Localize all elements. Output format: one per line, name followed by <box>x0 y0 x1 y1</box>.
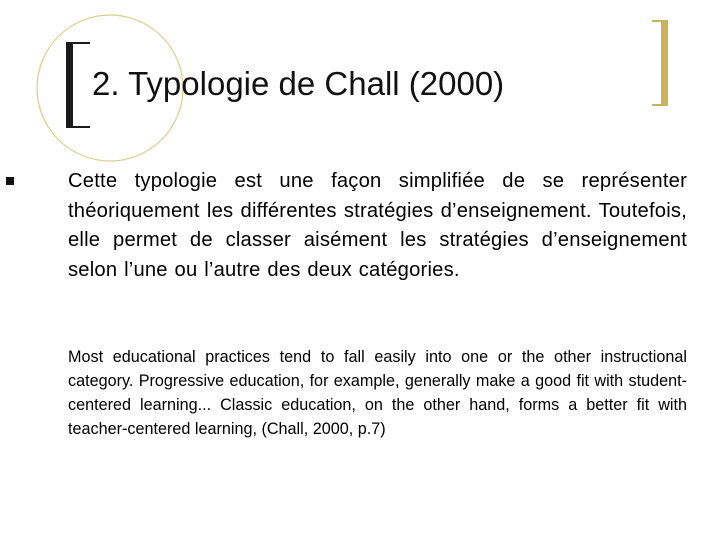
main-paragraph: Cette typologie est une façon simplifiée de se représenter théoriquement les différentes stratégies d’enseignement. Toutefois, elle permet de classer aisément les stratégies d’enseignement selon l’une ou l’autre des deux catégories. <box>68 170 687 281</box>
slide-title: 2. Typologie de Chall (2000) <box>92 65 505 102</box>
quote-paragraph: Most educational practices tend to fall easily into one or the other instructional category. Progressive education, for example, generally make a good fit with student-centered learning... Classic education, on the other hand, forms a better fit with teacher-centered learning, (Chall, 2000, p.7) <box>68 348 687 438</box>
square-bullet-icon <box>6 177 14 185</box>
left-bracket <box>66 42 90 128</box>
right-bracket <box>652 20 668 106</box>
